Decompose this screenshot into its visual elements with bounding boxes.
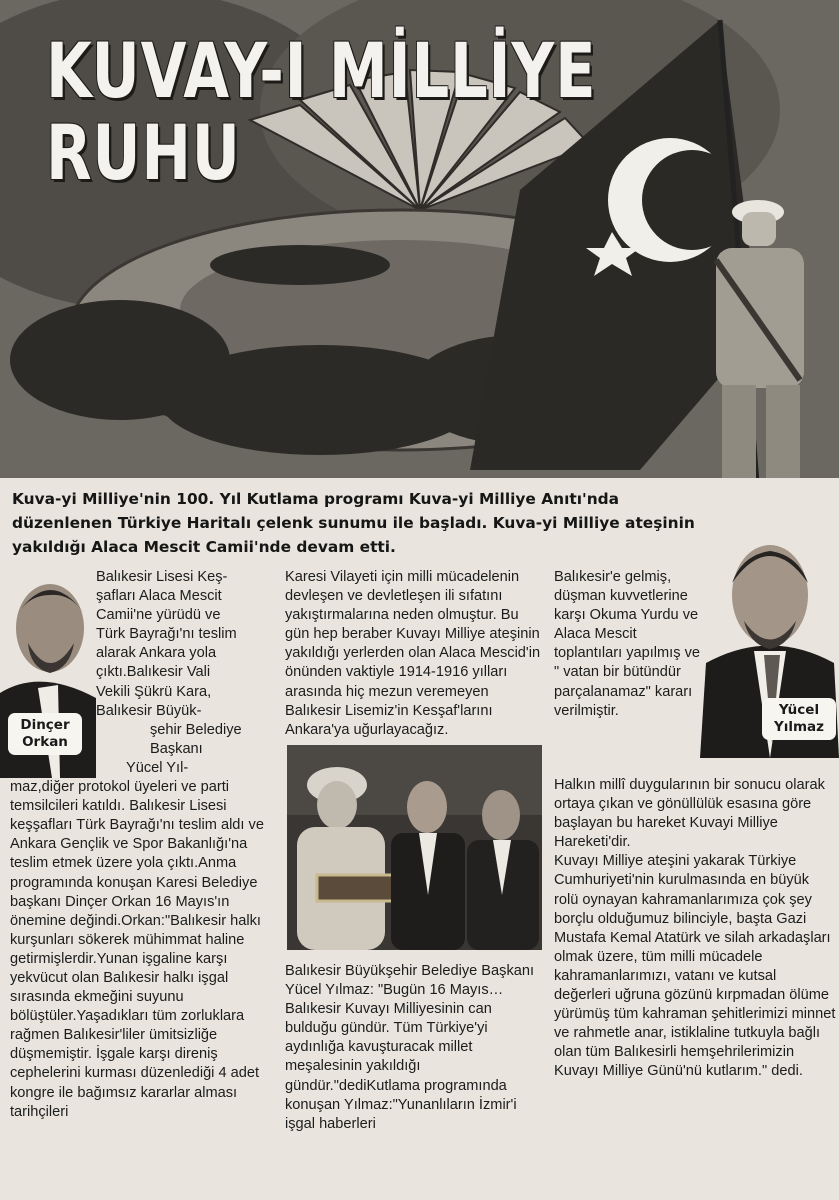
article-column-2-top xyxy=(285,568,543,740)
article-column-3-bottom xyxy=(554,776,836,1082)
col1-line: alarak Ankara yola xyxy=(96,645,217,662)
col1-line: Camii'ne yürüdü ve xyxy=(96,607,221,624)
name-tag-right-last: Yılmaz xyxy=(773,719,825,735)
name-tag-right-first: Yücel xyxy=(778,702,820,718)
col3-paragraph-1: Halkın millî duygularının bir sonucu olarak ortaya çıkan ve gönüllülük esasına göre başlayan bu hareket Kuvayi Milliye Hareketi'dir. xyxy=(554,777,825,851)
col1-line: Balıkesir Lisesi Keş- xyxy=(96,569,228,585)
ceremony-photo xyxy=(0,0,839,478)
article-column-2-bottom xyxy=(285,962,543,1134)
headline-line-2: RUHU xyxy=(46,108,241,197)
article-column-3-top xyxy=(554,568,836,721)
name-tag-left-first: Dinçer xyxy=(20,717,70,733)
col1-line: Yücel Yıl- xyxy=(126,759,189,776)
col2-bottom-text: Balıkesir Büyükşehir Belediye Başkanı Yücel Yılmaz: "Bugün 16 Mayıs… Balıkesir Kuvayı Milliyesinin can bulduğu gündür. Tüm Türkiye'yi aydınlığa kavuşturacak millet meşalesinin yakıldığı gündür."dediKutlama programında konuşan Yılmaz:"Yunanlıların İzmir'i işgal haberleri xyxy=(285,963,535,1132)
col1-line: Vekili Şükrü Kara, xyxy=(96,683,212,700)
col1-line: Balıkesir Büyük- xyxy=(96,702,202,719)
col1-line: şehir Belediye xyxy=(150,721,242,738)
col1-body: maz,diğer protokol üyeleri ve parti temsilcileri katıldı. Balıkesir Lisesi keşşafları Türk Bayrağı'nı teslim aldı ve Ankara Gençlik ve Spor Bakanlığı'na teslim etmek üzere yola çıktı.Anma programında konuşan Karesi Belediye başkanı Dinçer Orkan 16 Mayıs'ın önemine değindi.Orkan:"Balıkesir halkı kurşunları sökerek mühimmat haline getirmişlerdir.Yunan işgaline karşı yekvücut olan Balıkesir halkı işgal sırasında ekmeğini suyunu bölüştüler.Yaşadıkları tüm zorluklara rağmen Balıkesir'liler ümitsizliğe düşmemiştir. İşgale karşı direniş cephelerini kurması düzenlediği 4 adet kongre ile bağımsız kararlar alması tarihçileri xyxy=(10,779,264,1120)
headline xyxy=(46,26,597,197)
col1-line: Başkanı xyxy=(150,740,203,757)
col1-line: Türk Bayrağı'nı teslim xyxy=(96,626,237,643)
scout-delegation-photo xyxy=(287,745,542,950)
name-tag-left-last: Orkan xyxy=(22,734,68,750)
col1-line: çıktı.Balıkesir Vali xyxy=(96,664,211,681)
lead-caption: Kuva-yi Milliye'nin 100. Yıl Kutlama programı Kuva-yi Milliye Anıtı'nda düzenlenen Türkiye Haritalı çelenk sunumu ile başladı. Kuva-yi Milliye ateşinin yakıldığı Alaca Mescit Camii'nde devam etti. xyxy=(12,490,695,556)
col1-line: şafları Alaca Mescit xyxy=(96,588,222,605)
headline-line-1: KUVAY-I MİLLİYE xyxy=(46,26,597,115)
col3-paragraph-2: Kuvayı Milliye ateşini yakarak Türkiye Cumhuriyeti'nin kurulmasında en büyük rolü oynayan kahramanlarımıza çok şey borçlu olduğumuz bilinciyle, başta Gazi Mustafa Kemal Atatürk ve silah arkadaşları olmak üzere, tüm milli mücadele kahramanlarımızı, vatanı ve kutsal değerleri uğruna gözünü kırpmadan ölüme yürümüş tüm kahraman şehitlerimizi minnet ve rahmetle anar, istiklaline tutkuyla bağlı olan tüm Balıkesirli hemşehrilerimizin Kuvayı Milliye Günü'nü kutlarım." dedi. xyxy=(554,853,836,1080)
article-column-1 xyxy=(10,568,276,1122)
col3-top-text: Balıkesir'e gelmiş, düşman kuvvetlerine karşı Okuma Yurdu ve Alaca Mescit toplantıları yapılmış ve " vatan bir bütündür parçalanamaz" kararı verilmiştir. xyxy=(554,569,701,719)
scout-photo-illustration xyxy=(287,745,542,950)
col2-top-text: Karesi Vilayeti için milli mücadelenin devleşen ve devletleşen ili sıfatını yakıştırmalarına neden olmuştur. Bu gün hep beraber Kuvayı Milliye ateşinin yakıldığı yerlerden olan Alaca Mescid'in önünden vaktiyle 1914-1916 yılları arasında hiç mezun veremeyen Balıkesir Lisemiz'in Kesşaf'larını Ankara'ya uğurlayacağız. xyxy=(285,569,541,738)
